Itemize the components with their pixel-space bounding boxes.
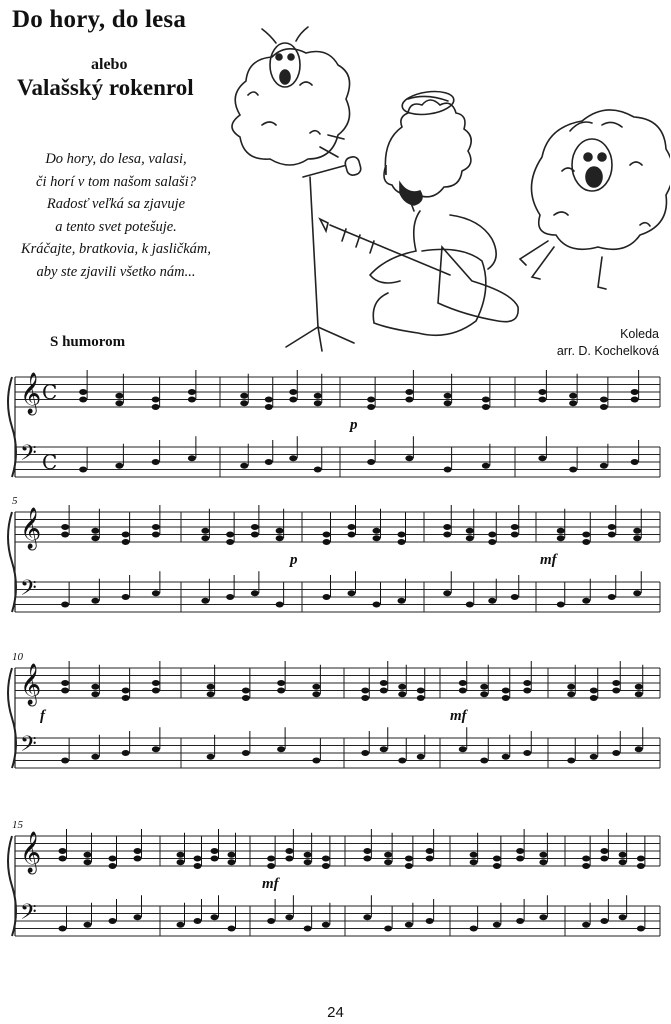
note-head <box>502 695 510 701</box>
lyrics-block <box>10 148 222 283</box>
note-head <box>79 389 87 395</box>
note-head <box>539 914 547 920</box>
song-origin: Koleda <box>620 327 659 341</box>
note-head <box>348 590 356 596</box>
note-head <box>314 467 322 473</box>
note-head <box>582 863 590 869</box>
lyrics-line: či horí v tom našom salaši? <box>36 173 196 190</box>
note-head <box>444 467 452 473</box>
note-head <box>482 463 490 469</box>
note-head <box>488 532 496 538</box>
lyrics-line: aby ste zjavili všetko nám... <box>36 263 196 280</box>
note-head <box>466 528 474 534</box>
note-head <box>304 859 312 865</box>
note-head <box>115 463 123 469</box>
note-head <box>228 859 236 865</box>
note-head <box>405 397 413 403</box>
note-head <box>228 852 236 858</box>
note-head <box>240 463 248 469</box>
measure-number: 10 <box>12 651 23 663</box>
note-head <box>582 922 590 928</box>
note-head <box>466 602 474 608</box>
note-head <box>91 535 99 541</box>
note-head <box>567 691 575 697</box>
note-head <box>470 859 478 865</box>
note-head <box>398 684 406 690</box>
note-head <box>267 863 275 869</box>
note-head <box>635 684 643 690</box>
note-head <box>363 856 371 862</box>
note-head <box>557 602 565 608</box>
note-head <box>152 524 160 530</box>
note-head <box>276 535 284 541</box>
note-head <box>251 590 259 596</box>
note-head <box>109 918 117 924</box>
note-head <box>459 688 467 694</box>
treble-clef-icon: 𝄞 <box>20 832 42 873</box>
dynamic-marking: p <box>350 417 358 433</box>
note-head <box>637 863 645 869</box>
note-head <box>417 695 425 701</box>
note-head <box>122 688 130 694</box>
tempo-marking: S humorom <box>50 334 126 350</box>
note-head <box>459 746 467 752</box>
note-head <box>523 680 531 686</box>
note-head <box>582 539 590 545</box>
note-head <box>367 397 375 403</box>
note-head <box>470 852 478 858</box>
note-head <box>226 532 234 538</box>
note-head <box>134 914 142 920</box>
arranger-credit: arr. D. Kochelková <box>556 344 659 358</box>
note-head <box>600 848 608 854</box>
note-head <box>361 688 369 694</box>
note-head <box>109 856 117 862</box>
note-head <box>59 848 67 854</box>
note-head <box>152 688 160 694</box>
note-head <box>567 758 575 764</box>
note-head <box>511 524 519 530</box>
note-head <box>466 535 474 541</box>
note-head <box>312 684 320 690</box>
note-head <box>405 455 413 461</box>
note-head <box>480 684 488 690</box>
note-head <box>267 856 275 862</box>
note-head <box>240 400 248 406</box>
note-head <box>242 688 250 694</box>
note-head <box>91 754 99 760</box>
time-signature: C <box>42 380 58 404</box>
note-head <box>444 400 452 406</box>
note-head <box>523 750 531 756</box>
note-head <box>122 532 130 538</box>
note-head <box>633 535 641 541</box>
note-head <box>201 535 209 541</box>
note-head <box>314 393 322 399</box>
note-head <box>265 404 273 410</box>
note-head <box>557 535 565 541</box>
note-head <box>619 914 627 920</box>
note-head <box>207 754 215 760</box>
note-head <box>480 758 488 764</box>
note-head <box>511 532 519 538</box>
bass-clef-icon: 𝄢 <box>20 732 37 762</box>
note-head <box>384 926 392 932</box>
note-head <box>61 602 69 608</box>
note-head <box>582 856 590 862</box>
piano-score <box>0 355 671 995</box>
note-head <box>289 397 297 403</box>
note-head <box>567 684 575 690</box>
note-head <box>459 680 467 686</box>
note-head <box>348 524 356 530</box>
note-head <box>488 598 496 604</box>
note-head <box>557 528 565 534</box>
note-head <box>122 539 130 545</box>
note-head <box>516 918 524 924</box>
note-head <box>61 688 69 694</box>
note-head <box>277 746 285 752</box>
note-head <box>373 602 381 608</box>
note-head <box>600 404 608 410</box>
note-head <box>637 856 645 862</box>
note-head <box>251 532 259 538</box>
note-head <box>363 914 371 920</box>
note-head <box>398 532 406 538</box>
measure-number: 15 <box>12 819 23 831</box>
note-head <box>109 863 117 869</box>
note-head <box>384 859 392 865</box>
note-head <box>152 404 160 410</box>
bass-clef-icon: 𝄢 <box>20 900 37 930</box>
note-head <box>276 528 284 534</box>
note-head <box>380 746 388 752</box>
note-head <box>242 695 250 701</box>
note-head <box>226 539 234 545</box>
note-head <box>322 922 330 928</box>
note-head <box>91 528 99 534</box>
note-head <box>194 856 202 862</box>
note-head <box>152 590 160 596</box>
note-head <box>373 528 381 534</box>
note-head <box>152 746 160 752</box>
note-head <box>304 852 312 858</box>
note-head <box>633 590 641 596</box>
note-head <box>152 459 160 465</box>
note-head <box>122 750 130 756</box>
measure-number: 5 <box>12 495 18 507</box>
note-head <box>312 691 320 697</box>
treble-clef-icon: 𝄞 <box>20 664 42 705</box>
note-head <box>426 848 434 854</box>
note-head <box>115 393 123 399</box>
note-head <box>367 404 375 410</box>
note-head <box>207 691 215 697</box>
note-head <box>600 397 608 403</box>
dynamic-marking: mf <box>262 876 279 892</box>
grand-staff-system <box>8 495 660 612</box>
note-head <box>590 754 598 760</box>
note-head <box>380 680 388 686</box>
note-head <box>523 688 531 694</box>
grand-staff-system <box>8 651 660 768</box>
note-head <box>631 397 639 403</box>
note-head <box>285 914 293 920</box>
note-head <box>443 590 451 596</box>
note-head <box>398 691 406 697</box>
singer-drawing <box>320 88 518 335</box>
note-head <box>443 532 451 538</box>
page-number: 24 <box>327 1004 344 1021</box>
note-head <box>538 389 546 395</box>
note-head <box>134 856 142 862</box>
note-head <box>488 539 496 545</box>
note-head <box>612 688 620 694</box>
note-head <box>502 754 510 760</box>
song-subtitle: Valašský rokenrol <box>17 75 194 100</box>
dynamic-marking: mf <box>450 708 467 724</box>
bass-clef-icon: 𝄢 <box>20 576 37 606</box>
note-head <box>590 688 598 694</box>
note-head <box>277 680 285 686</box>
treble-clef-icon: 𝄞 <box>20 373 42 414</box>
lyrics-line: Radosť veľká sa zjavuje <box>46 196 186 212</box>
note-head <box>240 393 248 399</box>
note-head <box>417 688 425 694</box>
note-head <box>265 459 273 465</box>
note-head <box>608 594 616 600</box>
note-head <box>79 397 87 403</box>
note-head <box>539 859 547 865</box>
bass-clef-icon: 𝄢 <box>20 441 37 471</box>
note-head <box>384 852 392 858</box>
note-head <box>612 750 620 756</box>
sheep-right-drawing <box>520 110 670 289</box>
note-head <box>582 532 590 538</box>
note-head <box>201 528 209 534</box>
note-head <box>242 750 250 756</box>
note-head <box>619 852 627 858</box>
note-head <box>152 397 160 403</box>
note-head <box>289 455 297 461</box>
note-head <box>637 926 645 932</box>
note-head <box>493 922 501 928</box>
note-head <box>582 598 590 604</box>
note-head <box>470 926 478 932</box>
note-head <box>493 863 501 869</box>
note-head <box>569 393 577 399</box>
note-head <box>405 863 413 869</box>
note-head <box>511 594 519 600</box>
note-head <box>194 863 202 869</box>
note-head <box>265 397 273 403</box>
microphone-stand-drawing <box>286 155 362 351</box>
note-head <box>539 852 547 858</box>
cartoon-illustration <box>210 15 670 355</box>
note-head <box>443 524 451 530</box>
note-head <box>631 459 639 465</box>
note-head <box>152 680 160 686</box>
note-head <box>612 680 620 686</box>
dynamic-marking: p <box>290 552 298 568</box>
note-head <box>122 594 130 600</box>
note-head <box>482 404 490 410</box>
lyrics-line: Do hory, do lesa, valasi, <box>45 151 187 167</box>
note-head <box>91 684 99 690</box>
note-head <box>619 859 627 865</box>
note-head <box>444 393 452 399</box>
note-head <box>633 528 641 534</box>
note-head <box>398 598 406 604</box>
note-head <box>405 856 413 862</box>
note-head <box>251 524 259 530</box>
note-head <box>367 459 375 465</box>
note-head <box>188 389 196 395</box>
note-head <box>590 695 598 701</box>
note-head <box>322 863 330 869</box>
note-head <box>482 397 490 403</box>
note-head <box>417 754 425 760</box>
grand-staff-system <box>8 819 660 936</box>
note-head <box>177 859 185 865</box>
note-head <box>79 467 87 473</box>
note-head <box>323 539 331 545</box>
note-head <box>373 535 381 541</box>
grand-staff-system <box>8 370 660 477</box>
note-head <box>152 532 160 538</box>
note-head <box>61 524 69 530</box>
note-head <box>569 467 577 473</box>
note-head <box>405 389 413 395</box>
note-head <box>59 856 67 862</box>
note-head <box>600 856 608 862</box>
note-head <box>285 856 293 862</box>
note-head <box>635 691 643 697</box>
lyrics-line: a tento svet potešuje. <box>55 218 177 235</box>
note-head <box>426 918 434 924</box>
note-head <box>91 691 99 697</box>
note-head <box>569 400 577 406</box>
note-head <box>538 455 546 461</box>
note-head <box>211 848 219 854</box>
lyrics-line: Kráčajte, bratkovia, k jasličkám, <box>20 241 212 257</box>
note-head <box>59 926 67 932</box>
note-head <box>516 848 524 854</box>
note-head <box>631 389 639 395</box>
note-head <box>323 594 331 600</box>
note-head <box>177 852 185 858</box>
note-head <box>635 746 643 752</box>
note-head <box>201 598 209 604</box>
note-head <box>61 680 69 686</box>
note-head <box>289 389 297 395</box>
note-head <box>398 539 406 545</box>
note-head <box>61 532 69 538</box>
treble-clef-icon: 𝄞 <box>20 508 42 549</box>
note-head <box>188 455 196 461</box>
note-head <box>516 856 524 862</box>
note-head <box>276 602 284 608</box>
note-head <box>188 397 196 403</box>
note-head <box>211 914 219 920</box>
note-head <box>348 532 356 538</box>
note-head <box>211 856 219 862</box>
note-head <box>600 918 608 924</box>
note-head <box>538 397 546 403</box>
note-head <box>207 684 215 690</box>
note-head <box>493 856 501 862</box>
note-head <box>398 758 406 764</box>
note-head <box>323 532 331 538</box>
dynamic-marking: f <box>40 708 45 724</box>
note-head <box>84 852 92 858</box>
song-title: Do hory, do lesa <box>12 6 187 33</box>
note-head <box>405 922 413 928</box>
note-head <box>115 400 123 406</box>
note-head <box>380 688 388 694</box>
note-head <box>502 688 510 694</box>
note-head <box>277 688 285 694</box>
dynamic-marking: mf <box>540 552 557 568</box>
sheep-left-drawing <box>232 27 350 165</box>
note-head <box>322 856 330 862</box>
note-head <box>177 922 185 928</box>
note-head <box>426 856 434 862</box>
note-head <box>361 695 369 701</box>
note-head <box>314 400 322 406</box>
note-head <box>480 691 488 697</box>
note-head <box>608 524 616 530</box>
note-head <box>600 463 608 469</box>
note-head <box>228 926 236 932</box>
note-head <box>285 848 293 854</box>
note-head <box>608 532 616 538</box>
note-head <box>84 859 92 865</box>
note-head <box>134 848 142 854</box>
title-connector: alebo <box>91 56 128 73</box>
time-signature: C <box>42 450 58 474</box>
note-head <box>267 918 275 924</box>
note-head <box>122 695 130 701</box>
note-head <box>91 598 99 604</box>
note-head <box>61 758 69 764</box>
note-head <box>312 758 320 764</box>
note-head <box>361 750 369 756</box>
note-head <box>194 918 202 924</box>
note-head <box>304 926 312 932</box>
note-head <box>84 922 92 928</box>
note-head <box>363 848 371 854</box>
note-head <box>226 594 234 600</box>
